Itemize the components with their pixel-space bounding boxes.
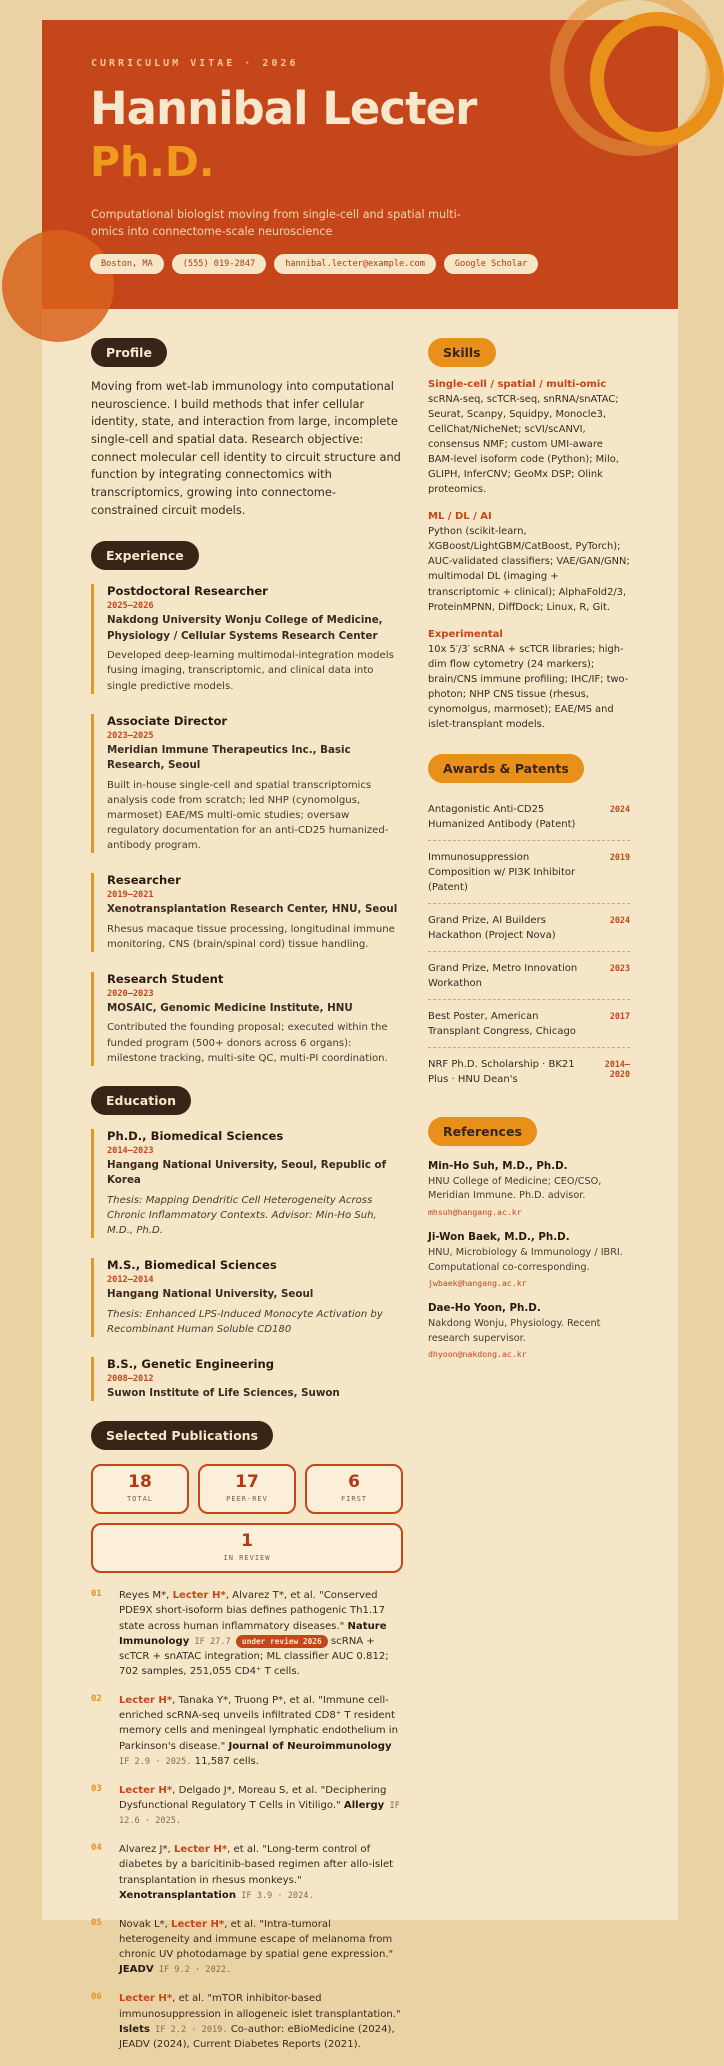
journal-name: Journal of Neuroimmunology	[228, 1740, 392, 1752]
citation-title: , Delgado J*, Moreau S, et al. "Deciphering Dysfunctional Regulatory T Cells in Vitiligo."	[119, 1784, 387, 1811]
publication-list	[91, 1588, 403, 2052]
award-year: 2017	[609, 1010, 630, 1021]
email-chip[interactable]: hannibal.lecter@example.com	[274, 254, 436, 274]
stat-label: PEER-REV	[226, 1495, 268, 1504]
experience-entry	[91, 972, 403, 1066]
section-heading-education: Education	[91, 1086, 191, 1115]
journal-name: JEADV	[119, 1964, 154, 1976]
award-item	[428, 952, 630, 1000]
publication-citation	[119, 1783, 403, 1828]
degree-institution: Hangang National University, Seoul	[107, 1288, 314, 1301]
publication-number: 06	[91, 1992, 102, 2003]
job-title: Researcher	[107, 873, 181, 888]
award-year: 2014–2020	[604, 1058, 630, 1079]
section-heading-references: References	[428, 1117, 537, 1146]
job-description: Developed deep-learning multimodal-integration models fusing imaging, transcriptomic, and clinical data into single predictive models.	[107, 650, 394, 692]
stat-card-peer-reviewed	[198, 1464, 296, 1514]
reference-name: Min-Ho Suh, M.D., Ph.D.	[428, 1159, 568, 1172]
reference-email[interactable]: mhsuh@hangang.ac.kr	[428, 1206, 522, 1217]
award-name: Grand Prize, Metro Innovation Workathon	[428, 962, 578, 989]
award-item	[428, 1048, 630, 1095]
stat-value: 6	[348, 1472, 360, 1493]
award-item	[428, 1000, 630, 1048]
job-description: Contributed the founding proposal; executed within the funded program (500+ donors across 6 organs): milestone tracking, multi-site QC, multi-PI coordination.	[107, 1022, 388, 1064]
education-entry	[91, 1129, 403, 1238]
degree-institution: Hangang National University, Seoul, Republic of Korea	[107, 1158, 387, 1187]
citation-authors: Novak L*,	[119, 1918, 172, 1930]
stat-value: 1	[241, 1531, 253, 1552]
degree-date: 2014–2023	[107, 1145, 154, 1156]
education-section	[91, 1086, 403, 1401]
publication-number: 03	[91, 1783, 102, 1794]
job-organization: Xenotransplantation Research Center, HNU, Seoul	[107, 903, 398, 916]
degree-title: M.S., Biomedical Sciences	[107, 1258, 277, 1273]
section-heading-awards: Awards & Patents	[428, 754, 584, 783]
experience-entry	[91, 873, 403, 952]
publications-section	[91, 1421, 403, 2052]
degree-thesis: Thesis: Mapping Dendritic Cell Heterogeneity Across Chronic Inflammatory Contexts. Advisor: Min-Ho Suh, M.D., Ph.D.	[107, 1194, 377, 1236]
highlighted-author: Lecter H*	[119, 1784, 173, 1796]
references-section	[428, 1117, 630, 1359]
award-name: Best Poster, American Transplant Congress, Chicago	[428, 1010, 576, 1037]
stat-value: 18	[128, 1472, 152, 1493]
highlighted-author: Lecter H*	[173, 1844, 228, 1856]
skills-section	[428, 338, 630, 732]
section-heading-skills: Skills	[428, 338, 496, 367]
award-item	[428, 841, 630, 904]
profile-section	[91, 338, 403, 519]
skill-group-heading: Single-cell / spatial / multi-omic	[428, 379, 607, 390]
citation-authors: Alvarez J*,	[119, 1844, 174, 1856]
citation-title: , Tanaka Y*, Truong P*, et al. "Immune cell-enriched scRNA-seq unveils infiltrated CD8⁺ T resident memory cells and meningeal lymphatic endothelium in Parkinson's disease."	[119, 1695, 398, 1752]
degree-date: 2012–2014	[107, 1275, 154, 1286]
degree-title: B.S., Genetic Engineering	[107, 1356, 275, 1371]
scholar-link-chip[interactable]: Google Scholar	[444, 254, 538, 274]
publication-item	[91, 1842, 403, 1903]
publication-number: 04	[91, 1843, 102, 1854]
publication-number: 01	[91, 1589, 102, 1600]
status-badge: under review 2026	[236, 1635, 328, 1649]
publication-item	[91, 1991, 403, 2052]
stat-value: 17	[235, 1472, 259, 1493]
section-heading-experience: Experience	[91, 541, 199, 570]
education-entry	[91, 1258, 403, 1337]
phone-chip[interactable]: (555) 019-2847	[172, 254, 266, 274]
citation-notes: 11,587 cells.	[191, 1755, 260, 1767]
impact-factor: IF 27.7	[189, 1636, 236, 1647]
award-year: 2023	[609, 962, 630, 973]
reference-item	[428, 1231, 630, 1288]
section-heading-profile: Profile	[91, 338, 167, 367]
impact-factor: IF 9.2 · 2022.	[153, 1965, 232, 1976]
award-name: Antagonistic Anti-CD25 Humanized Antibody (Patent)	[428, 803, 576, 830]
job-title: Associate Director	[107, 713, 228, 728]
degree-date: 2008–2012	[107, 1373, 154, 1384]
award-year: 2019	[609, 851, 630, 862]
publication-number: 02	[91, 1694, 102, 1705]
location-chip: Boston, MA	[90, 254, 164, 274]
skill-group-text: scRNA-seq, scTCR-seq, snRNA/snATAC; Seurat, Scanpy, Squidpy, Monocle3, CellChat/NicheNet; scVI/scANVI, consensus NMF; custom UMI-aware BAM-level isoform code (Python); Milo, GLIPH, InferCNV; GeoMx DSP; Olink proteomics.	[428, 394, 619, 496]
award-year: 2024	[609, 914, 630, 925]
job-date: 2025–2026	[107, 601, 154, 612]
stat-card-total	[91, 1464, 189, 1514]
award-item	[428, 904, 630, 952]
degree-thesis: Thesis: Enhanced LPS-Induced Monocyte Activation by Recombinant Human Soluble CD180	[107, 1308, 383, 1335]
experience-section	[91, 541, 403, 1065]
contact-chips	[90, 254, 538, 274]
job-date: 2019–2021	[107, 890, 154, 901]
reference-email[interactable]: dhyoon@nakdong.ac.kr	[428, 1349, 527, 1360]
awards-section	[428, 754, 630, 1095]
citation-authors: Reyes M*,	[119, 1590, 173, 1602]
job-title: Research Student	[107, 971, 224, 986]
highlighted-author: Lecter H*	[172, 1590, 226, 1602]
decorative-circle	[2, 230, 114, 342]
journal-name: Xenotransplantation	[119, 1889, 237, 1901]
publication-citation	[119, 1693, 403, 1769]
degree-title: Ph.D., Biomedical Sciences	[107, 1128, 284, 1143]
sidebar-column	[428, 338, 630, 1359]
stat-card-in-review	[91, 1523, 403, 1573]
award-year: 2024	[609, 803, 630, 814]
job-title: Postdoctoral Researcher	[107, 584, 268, 599]
highlighted-author: Lecter H*	[119, 1695, 173, 1707]
tagline: Computational biologist moving from single-cell and spatial multi-omics into connectome-scale neuroscience	[91, 208, 461, 239]
job-organization: Meridian Immune Therapeutics Inc., Basic Research, Seoul	[107, 743, 351, 772]
job-description: Rhesus macaque tissue processing, longitudinal immune monitoring, CNS (brain/spinal cord) tissue handling.	[107, 923, 395, 950]
stat-label: FIRST	[340, 1495, 368, 1504]
publication-item	[91, 1783, 403, 1828]
skill-group-text: 10x 5′/3′ scRNA + scTCR libraries; high-dim flow cytometry (24 markers); brain/CNS immune profiling; IHC/IF; two-photon; NHP CNS tissue (rhesus, cynomolgus, marmoset); EAE/MS and islet-transplant models.	[428, 643, 629, 730]
highlighted-author: Lecter H*	[171, 1918, 225, 1930]
publication-citation	[119, 1588, 403, 1679]
reference-name: Dae-Ho Yoon, Ph.D.	[428, 1302, 541, 1315]
citation-notes: Co-author: eBioMedicine (2024), JEADV (2024), Current Diabetes Reports (2021).	[119, 2023, 395, 2050]
experience-entry	[91, 584, 403, 693]
stat-label: IN REVIEW	[223, 1554, 271, 1563]
publication-citation	[119, 1991, 403, 2052]
reference-item	[428, 1160, 630, 1217]
reference-item	[428, 1302, 630, 1359]
experience-entry	[91, 714, 403, 854]
reference-name: Ji-Won Baek, M.D., Ph.D.	[428, 1230, 570, 1243]
journal-name: Allergy	[343, 1799, 385, 1811]
award-item	[428, 793, 630, 841]
skill-group-heading: Experimental	[428, 628, 503, 640]
award-name: NRF Ph.D. Scholarship · BK21 Plus · HNU Dean's	[428, 1058, 575, 1085]
award-name: Grand Prize, AI Builders Hackathon (Project Nova)	[428, 914, 556, 941]
job-description: Built in-house single-cell and spatial transcriptomics analysis code from scratch; led NHP (cynomolgus, marmoset) EAE/MS multi-omic studies; oversaw regulatory documentation for an anti-CD25 humanized-antibody program.	[107, 779, 389, 852]
cv-header	[42, 20, 678, 309]
impact-factor: IF 3.9 · 2024.	[236, 1890, 314, 1901]
reference-description: Nakdong Wonju, Physiology. Recent research supervisor.	[428, 1318, 601, 1344]
education-entry	[91, 1357, 403, 1401]
skill-group-text: Python (scikit-learn, XGBoost/LightGBM/CatBoost, PyTorch); AUC-validated classifiers; VAE/GAN/GNN; multimodal DL (imaging + transcriptomic + clinical); AlphaFold2/3, ProteinMPNN, DiffDock; Linux, R, Git.	[428, 526, 630, 613]
job-organization: Nakdong University Wonju College of Medicine, Physiology / Cellular Systems Research Center	[107, 614, 383, 642]
publication-citation	[119, 1917, 403, 1978]
publication-number: 05	[91, 1917, 102, 1928]
publication-item	[91, 1917, 403, 1978]
main-column	[91, 338, 403, 2066]
citation-title: , Alvarez T*, et al. "Conserved PDE9X short-isoform bias defines pathogenic Th1.17 state across human inflammatory diseases."	[119, 1590, 385, 1632]
journal-name: Islets	[119, 2023, 150, 2035]
publication-stats	[91, 1464, 403, 1514]
cv-eyebrow: CURRICULUM VITAE · 2026	[91, 58, 299, 69]
job-organization: MOSAIC, Genomic Medicine Institute, HNU	[107, 1001, 353, 1014]
impact-factor: IF 2.2 · 2019.	[149, 2024, 228, 2035]
decorative-ring	[590, 12, 724, 146]
cv-page	[42, 20, 678, 2050]
job-date: 2023–2025	[107, 730, 154, 741]
impact-factor: IF 12.6 · 2025.	[119, 1800, 400, 1827]
publication-citation	[119, 1842, 403, 1903]
citation-title: , et al. "Intra-tumoral heterogeneity and immune escape of melanoma from chronic UV photodamage by spatial gene expression."	[119, 1918, 394, 1961]
citation-title: , et al. "mTOR inhibitor-based immunosuppression in allogeneic islet transplantation."	[119, 1993, 401, 2020]
reference-description: HNU, Microbiology & Immunology / IBRI. Computational co-corresponding.	[428, 1246, 623, 1273]
award-name: Immunosuppression Composition w/ PI3K Inhibitor (Patent)	[428, 851, 576, 893]
highlighted-author: Lecter H*	[119, 1993, 173, 2005]
skill-group-heading: ML / DL / AI	[428, 511, 492, 523]
job-date: 2020–2023	[107, 988, 154, 999]
profile-text: Moving from wet-lab immunology into computational neuroscience. I build methods that infer cellular identity, state, and interaction from large, incomplete single-cell and spatial data. Research objective: connect molecular cell identity to circuit structure and function by integrating connectomics with transcriptomics, growing into connectome-constrained circuit models.	[91, 379, 401, 517]
citation-title: , et al. "Long-term control of diabetes by a baricitinib-based regimen after allo-islet transplantation in rhesus monkeys."	[119, 1844, 394, 1886]
person-name: Hannibal Lecter	[90, 82, 477, 135]
person-degree: Ph.D.	[90, 138, 215, 186]
reference-email[interactable]: jwbaek@hangang.ac.kr	[428, 1278, 527, 1289]
section-heading-publications: Selected Publications	[91, 1421, 273, 1450]
publication-item	[91, 1588, 403, 1679]
stat-card-first-author	[305, 1464, 403, 1514]
publication-item	[91, 1693, 403, 1769]
journal-name: Nature Immunology	[119, 1620, 387, 1647]
degree-institution: Suwon Institute of Life Sciences, Suwon	[107, 1386, 340, 1399]
stat-label: TOTAL	[126, 1495, 154, 1504]
citation-notes: scRNA + scTCR + snATAC integration; ML classifier AUC 0.812; 702 samples, 251,055 CD4⁺ T cells.	[119, 1635, 389, 1677]
reference-description: HNU College of Medicine; CEO/CSO, Meridian Immune. Ph.D. advisor.	[428, 1175, 602, 1202]
impact-factor: IF 2.9 · 2025.	[119, 1756, 192, 1767]
